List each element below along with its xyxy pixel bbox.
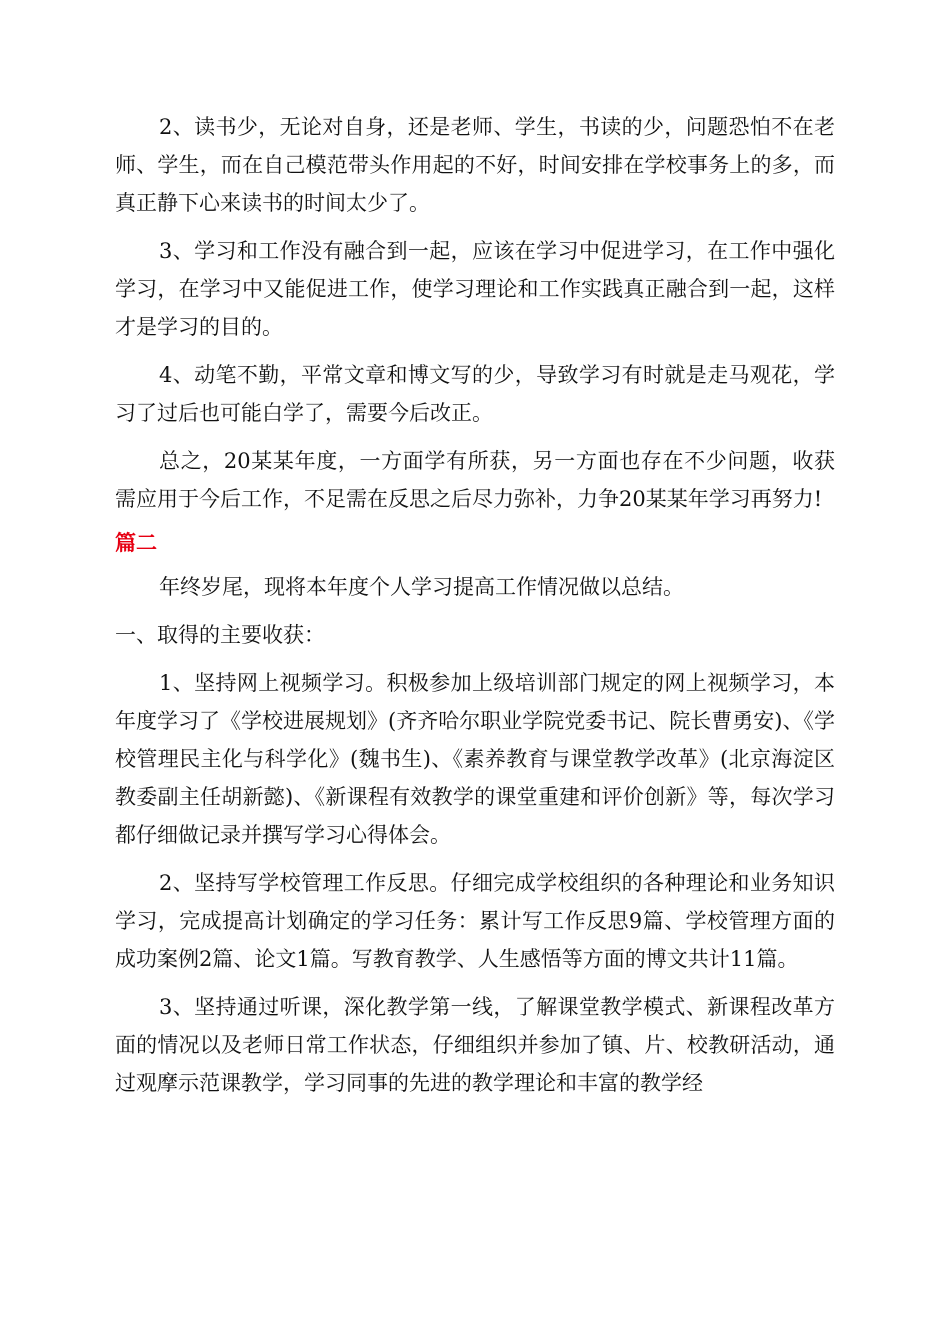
paragraph-intro: 年终岁尾，现将本年度个人学习提高工作情况做以总结。 bbox=[159, 575, 684, 599]
paragraph-reading-little: 2、读书少，无论对自身，还是老师、学生，书读的少，问题恐怕不在老师、学生，而在自己模范带头作用起的不好，时间安排在学校事务上的多，而真正静下心来读书的时间太少了。 bbox=[115, 115, 835, 215]
paragraph-lesson-observation: 3、坚持通过听课，深化教学第一线，了解课堂教学模式、新课程改革方面的情况以及老师日常工作状态，仔细组织并参加了镇、片、校教研活动，通过观摩示范课教学，学习同事的先进的教学理论和丰富的教学经 bbox=[115, 995, 835, 1095]
paragraph-study-work-integration: 3、学习和工作没有融合到一起，应该在学习中促进学习，在工作中强化学习，在学习中又能促进工作，使学习理论和工作实践真正融合到一起，这样才是学习的目的。 bbox=[115, 239, 835, 339]
paragraph-management-reflection: 2、坚持写学校管理工作反思。仔细完成学校组织的各种理论和业务知识学习，完成提高计划确定的学习任务：累计写工作反思9篇、学校管理方面的成功案例2篇、论文1篇。写教育教学、人生感悟等方面的博文共计11篇。 bbox=[115, 871, 835, 971]
subheading-main-gains: 一、取得的主要收获： bbox=[115, 623, 325, 647]
paragraph-online-video-study: 1、坚持网上视频学习。积极参加上级培训部门规定的网上视频学习，本年度学习了《学校进展规划》(齐齐哈尔职业学院党委书记、院长曹勇安)、《学校管理民主化与科学化》(魏书生)、《素养教育与课堂教学改革》(北京海淀区教委副主任胡新懿)、《新课程有效教学的课堂重建和评价创新》等，每次学习都仔细做记录并撰写学习心得体会。 bbox=[115, 671, 835, 847]
document-page bbox=[115, 108, 835, 1102]
section-heading: 篇二 bbox=[115, 531, 157, 555]
paragraph-writing-little: 4、动笔不勤，平常文章和博文写的少，导致学习有时就是走马观花，学习了过后也可能白学了，需要今后改正。 bbox=[115, 363, 835, 425]
paragraph-summary: 总之，20某某年度，一方面学有所获，另一方面也存在不少问题，收获需应用于今后工作，不足需在反思之后尽力弥补，力争20某某年学习再努力! bbox=[115, 449, 835, 511]
